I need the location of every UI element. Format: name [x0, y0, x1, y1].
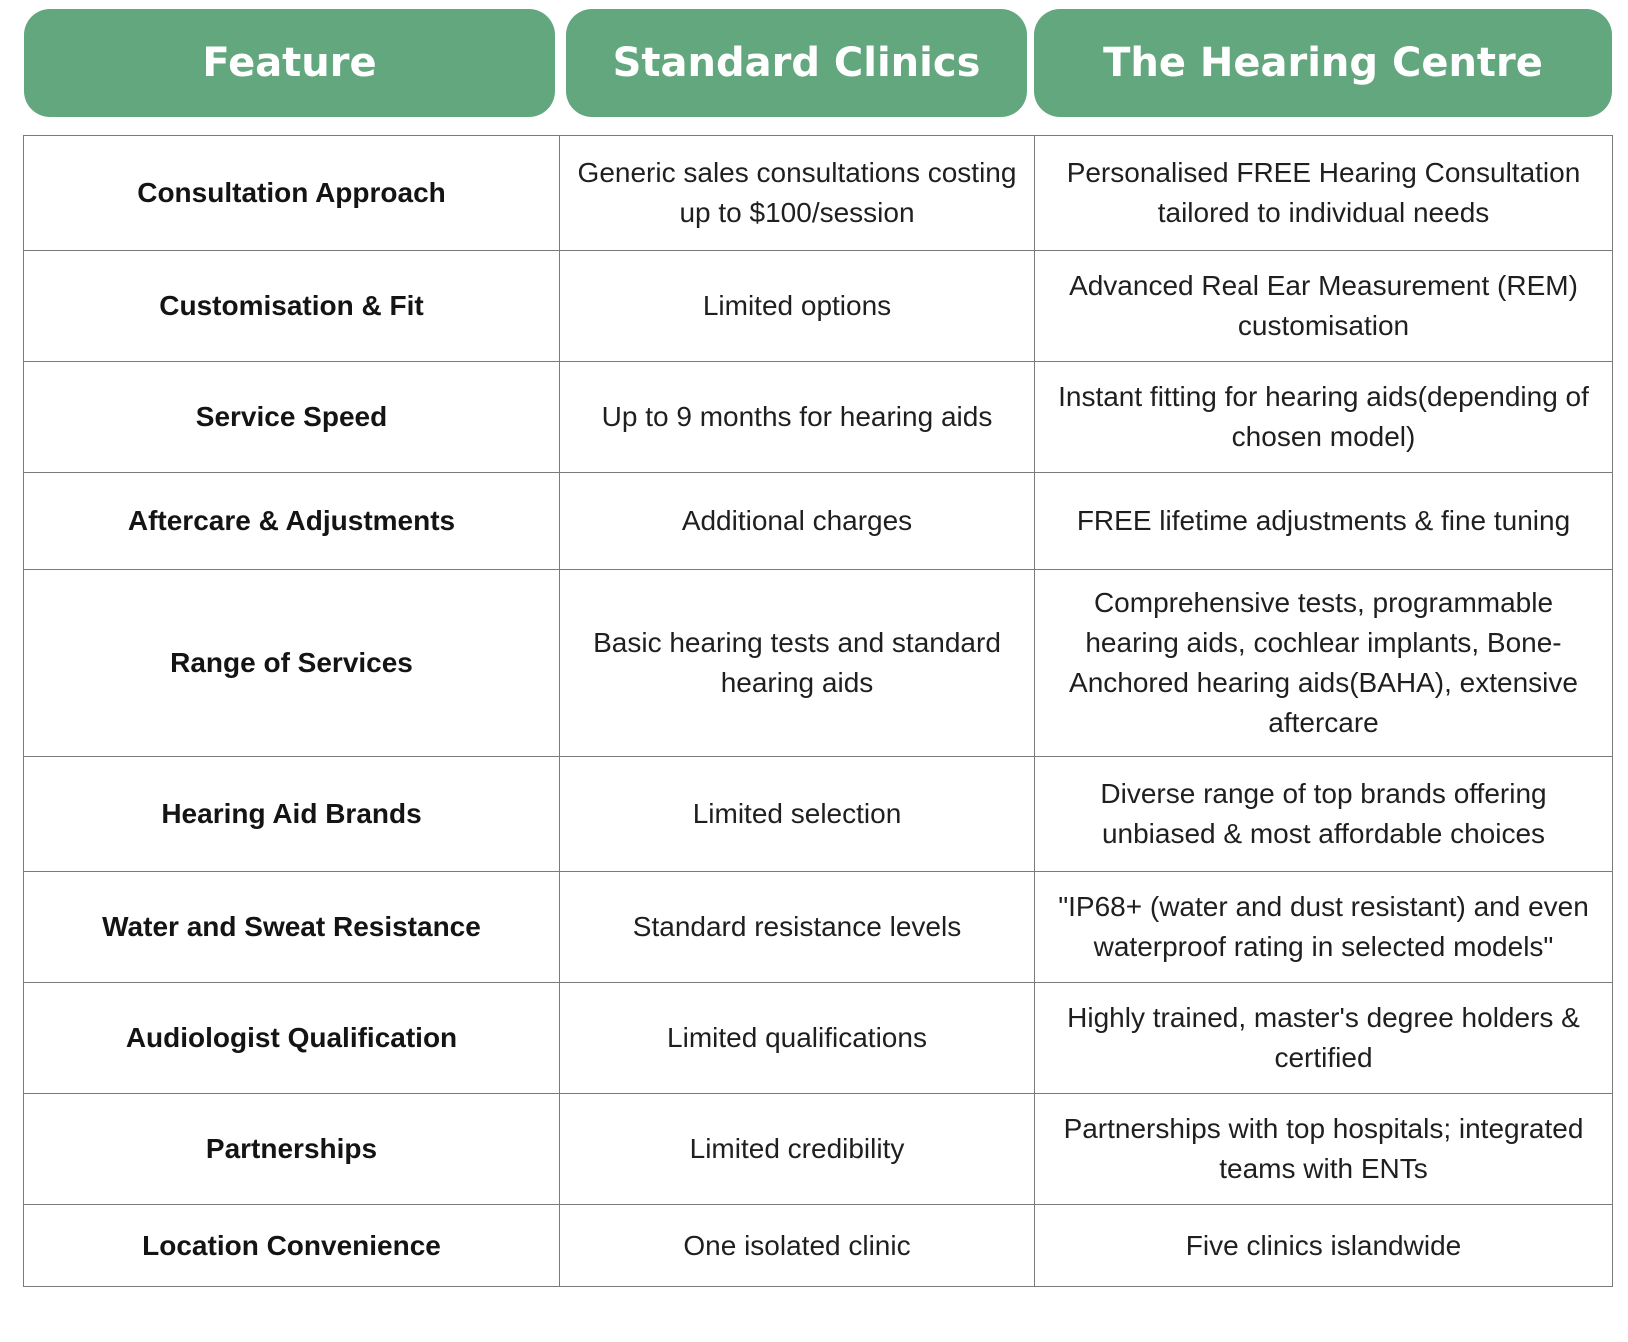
thc-cell: Comprehensive tests, programmable hearing aids, cochlear implants, Bone-Anchored hearing aids(BAHA), extensive aftercare: [1035, 570, 1613, 757]
table-row: [24, 251, 1613, 362]
feature-cell: Water and Sweat Resistance: [24, 872, 560, 983]
standard-cell: Basic hearing tests and standard hearing aids: [560, 570, 1035, 757]
table-row: [24, 757, 1613, 872]
table-row: [24, 362, 1613, 473]
thc-cell: Advanced Real Ear Measurement (REM) customisation: [1035, 251, 1613, 362]
standard-cell: Standard resistance levels: [560, 872, 1035, 983]
feature-cell: Aftercare & Adjustments: [24, 473, 560, 570]
thc-cell: FREE lifetime adjustments & fine tuning: [1035, 473, 1613, 570]
thc-cell: Diverse range of top brands offering unbiased & most affordable choices: [1035, 757, 1613, 872]
feature-cell: Audiologist Qualification: [24, 983, 560, 1094]
table-row: [24, 570, 1613, 757]
thc-cell: Partnerships with top hospitals; integrated teams with ENTs: [1035, 1094, 1613, 1205]
header-standard-clinics: [566, 9, 1027, 117]
feature-cell: Hearing Aid Brands: [24, 757, 560, 872]
feature-cell: Consultation Approach: [24, 136, 560, 251]
table-row: [24, 983, 1613, 1094]
header-feature: [24, 9, 555, 117]
header-the-hearing-centre: [1034, 9, 1612, 117]
feature-cell: Service Speed: [24, 362, 560, 473]
standard-cell: Limited qualifications: [560, 983, 1035, 1094]
standard-cell: Limited selection: [560, 757, 1035, 872]
comparison-table: [23, 135, 1613, 1287]
table-row: [24, 872, 1613, 983]
standard-cell: Up to 9 months for hearing aids: [560, 362, 1035, 473]
standard-cell: Additional charges: [560, 473, 1035, 570]
standard-cell: Limited options: [560, 251, 1035, 362]
feature-cell: Range of Services: [24, 570, 560, 757]
header-standard-clinics-label: Standard Clinics: [612, 40, 981, 86]
standard-cell: One isolated clinic: [560, 1205, 1035, 1287]
thc-cell: Highly trained, master's degree holders & certified: [1035, 983, 1613, 1094]
feature-cell: Customisation & Fit: [24, 251, 560, 362]
table-row: [24, 136, 1613, 251]
header-the-hearing-centre-label: The Hearing Centre: [1103, 40, 1543, 86]
thc-cell: "IP68+ (water and dust resistant) and even waterproof rating in selected models": [1035, 872, 1613, 983]
feature-cell: Partnerships: [24, 1094, 560, 1205]
thc-cell: Instant fitting for hearing aids(depending of chosen model): [1035, 362, 1613, 473]
standard-cell: Limited credibility: [560, 1094, 1035, 1205]
thc-cell: Five clinics islandwide: [1035, 1205, 1613, 1287]
feature-cell: Location Convenience: [24, 1205, 560, 1287]
table-row: [24, 1094, 1613, 1205]
thc-cell: Personalised FREE Hearing Consultation tailored to individual needs: [1035, 136, 1613, 251]
standard-cell: Generic sales consultations costing up to $100/session: [560, 136, 1035, 251]
table-row: [24, 1205, 1613, 1287]
table-row: [24, 473, 1613, 570]
header-feature-label: Feature: [202, 40, 377, 86]
